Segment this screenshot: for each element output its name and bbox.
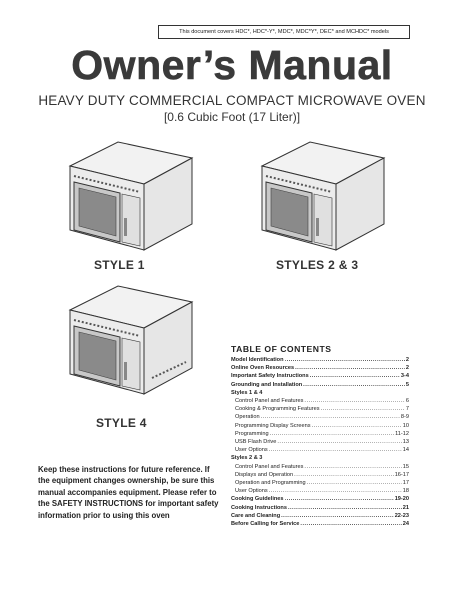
toc-entry-page: 10 [402,422,409,429]
toc-entry-page: 24 [402,521,409,528]
toc-entry-label: User Options [235,447,268,454]
toc-leader-dots [269,446,402,454]
toc-entry-label: Cooking Guidelines [231,496,284,503]
toc-row [231,495,409,503]
toc-leader-dots [303,381,405,389]
toc-row: Styles 1 & 4 [231,389,263,396]
toc-row [231,479,409,487]
toc-leader-dots [285,495,394,503]
toc-entry-label: Programming Display Screens [235,422,311,429]
page-title: Owner’s Manual [71,42,393,88]
toc-entry-page: 15 [402,463,409,470]
toc-leader-dots [310,372,400,380]
toc-row [231,372,409,380]
toc-entry-label: Control Panel and Features [235,398,304,405]
toc-leader-dots [304,463,401,471]
toc-entry-page: 14 [402,447,409,454]
toc-entry-page: 6 [405,398,409,405]
toc-entry-page: 2 [405,365,409,372]
toc-row [231,364,409,372]
toc-row [231,397,409,405]
toc-entry-label: Care and Cleaning [231,512,281,519]
toc-row [231,512,409,520]
oven-style-4-image [60,282,200,400]
toc-row [231,430,409,438]
toc-row [231,471,409,479]
toc-entry-page: 21 [402,504,409,511]
toc-leader-dots [270,430,395,438]
toc-entry-label: Grounding and Installation [231,381,303,388]
document-coverage-notice: This document covers HDC*, HDC*-Y*, MDC*, MDC*Y*, DEC* and MCHDC* models [158,25,410,39]
toc-title: TABLE OF CONTENTS [231,344,332,354]
toc-entry-label: Programming [235,430,269,437]
toc-leader-dots [277,438,401,446]
toc-entry-page: 2 [405,357,409,363]
toc-leader-dots [300,520,401,528]
capacity-subtitle: [0.6 Cubic Foot (17 Liter)] [163,110,301,124]
toc-row [231,438,409,446]
oven-styles-2-3-image [252,138,392,256]
toc-entry-label: Model Identification [231,357,284,363]
product-subtitle: HEAVY DUTY COMMERCIAL COMPACT MICROWAVE OVEN [38,93,426,108]
style-1-label: STYLE 1 [94,258,145,272]
style-4-label: STYLE 4 [96,416,147,430]
toc-entry-page: 11-12 [395,430,409,437]
toc-entry-label: Important Safety Instructions [231,373,309,380]
toc-entry-page: 19-20 [394,496,409,503]
keep-instructions-note: Keep these instructions for future reference. If the equipment changes ownership, be sure this manual accompanies equipment. Please refer to the SAFETY INSTRUCTIONS for important safety information prior to using this oven [38,465,219,520]
toc-leader-dots [295,364,405,372]
toc-entry-label: USB Flash Drive [235,439,277,446]
toc-leader-dots [261,413,400,421]
toc-row [231,520,409,528]
toc-rows [231,356,409,528]
toc-entry-label: Operation [235,414,260,421]
toc-leader-dots [281,512,394,520]
toc-leader-dots [307,479,402,487]
toc-leader-dots [288,504,402,512]
toc-entry-page: 5 [405,381,409,388]
table-of-contents [231,344,409,528]
toc-entry-page: 18 [402,488,409,495]
toc-entry-label: Displays and Operation [235,471,294,478]
toc-leader-dots [285,356,405,364]
toc-leader-dots [294,471,394,479]
toc-leader-dots [304,397,404,405]
toc-entry-label: Before Calling for Service [231,521,300,528]
toc-row [231,446,409,454]
toc-entry-page: 22-23 [394,512,409,519]
toc-entry-page: 7 [405,406,409,413]
toc-leader-dots [269,487,402,495]
toc-row [231,356,409,364]
toc-leader-dots [321,405,405,413]
oven-style-1-image [60,138,200,256]
toc-entry-label: User Options [235,488,268,495]
toc-entry-label: Cooking Instructions [231,504,287,511]
toc-row: Styles 2 & 3 [231,455,263,462]
toc-entry-label: Cooking & Programming Features [235,406,320,413]
toc-entry-label: Control Panel and Features [235,463,304,470]
toc-entry-page: 13 [402,439,409,446]
toc-entry-page: 17 [402,480,409,487]
toc-entry-page: 3-4 [400,373,409,380]
toc-entry-page: 16-17 [394,471,409,478]
styles-2-3-label: STYLES 2 & 3 [276,258,359,272]
toc-leader-dots [312,422,402,430]
toc-entry-page: 8-9 [400,414,409,421]
toc-row [231,463,409,471]
toc-row [231,504,409,512]
toc-row [231,413,409,421]
toc-row [231,405,409,413]
toc-row [231,422,409,430]
toc-row [231,487,409,495]
toc-entry-label: Online Oven Resources [231,365,295,372]
toc-row [231,381,409,389]
toc-entry-label: Operation and Programming [235,480,306,487]
